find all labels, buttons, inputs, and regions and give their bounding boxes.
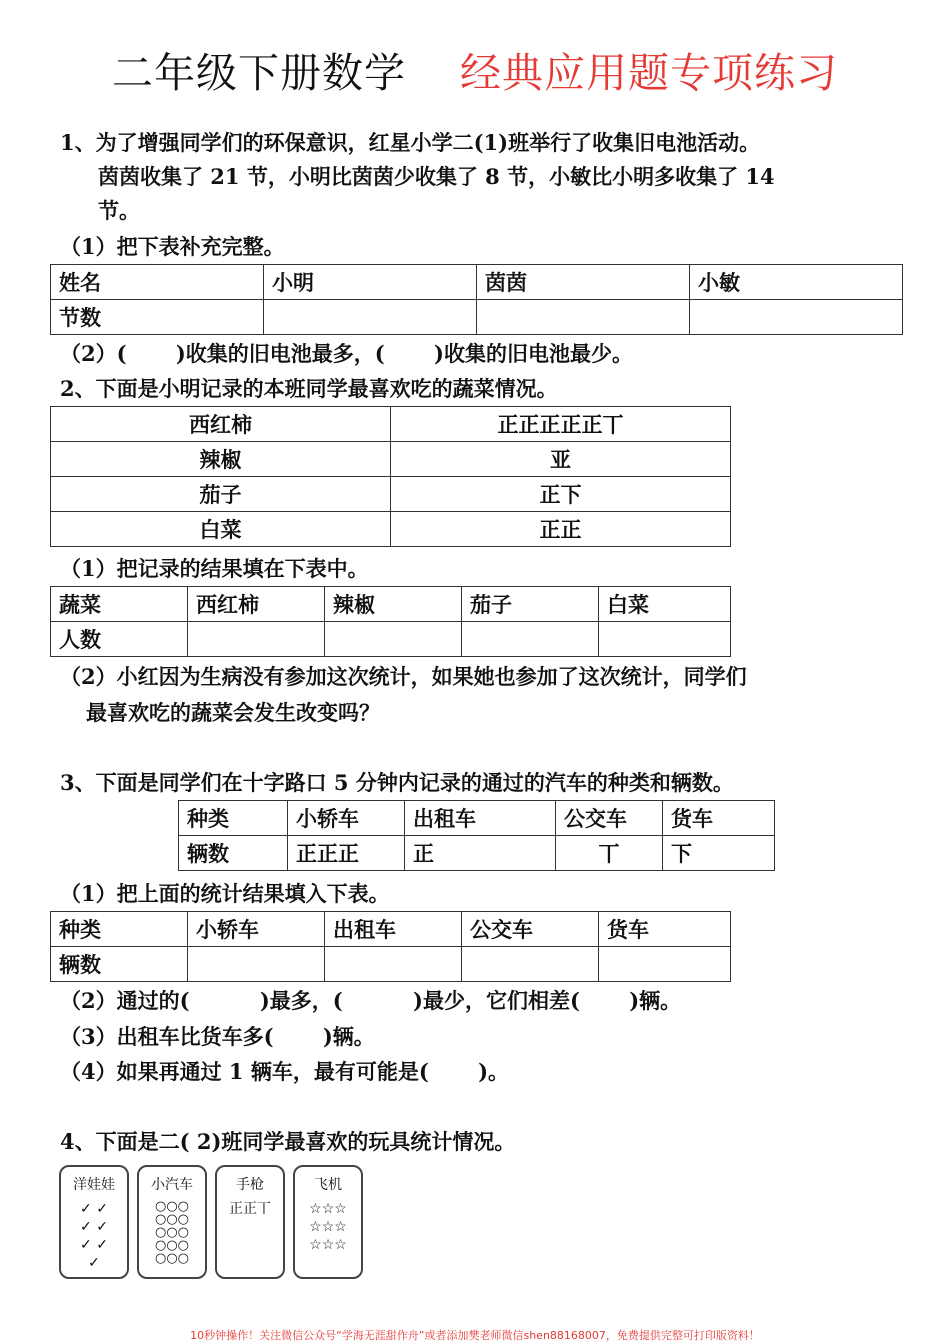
q2-sub2b: 最喜欢吃的蔬菜会发生改变吗？ <box>86 700 380 725</box>
q2-header-cell: 辣椒 <box>325 587 462 622</box>
q3-header-cell: 货车 <box>599 912 731 947</box>
tally-marks: 正正 <box>391 512 731 547</box>
toy-card-plane <box>293 1165 363 1279</box>
tally-marks: 亚 <box>391 442 731 477</box>
q3-answer-table <box>50 911 731 982</box>
q3-tally-header: 货车 <box>663 801 775 836</box>
veg-name: 辣椒 <box>51 442 391 477</box>
toy-mark-row: ○○○ <box>154 1251 190 1266</box>
toy-mark-row: ☆☆☆ <box>309 1201 347 1217</box>
q3-tally-label: 辆数 <box>179 836 288 871</box>
footer-notice: 10秒钟操作！关注微信公众号“学海无涯甜作舟”或者添加樊老师微信shen88168007，免费提供完整可打印版资料！ <box>190 1329 760 1342</box>
q3-sub1: （1）把上面的统计结果填入下表。 <box>60 881 390 906</box>
q1-header-cell: 小敏 <box>690 265 903 300</box>
answer-cell[interactable] <box>462 947 599 982</box>
q1-header-cell: 小明 <box>264 265 477 300</box>
q3-tally-header: 种类 <box>179 801 288 836</box>
q3-header-cell: 种类 <box>51 912 188 947</box>
q3-tally-header: 公交车 <box>556 801 663 836</box>
q1-sub1: （1）把下表补充完整。 <box>60 234 285 259</box>
answer-cell[interactable] <box>188 947 325 982</box>
toy-label: 飞机 <box>314 1177 342 1193</box>
toy-mark-row: ✓ <box>88 1255 100 1271</box>
q3-tally-header: 小轿车 <box>288 801 405 836</box>
tally-marks: 正正正正正丅 <box>391 407 731 442</box>
q2-row-label: 人数 <box>51 622 188 657</box>
q3-sub3: （3）出租车比货车多( )辆。 <box>60 1024 375 1049</box>
toy-label: 小汽车 <box>151 1177 193 1193</box>
q3-tally-table <box>178 800 775 871</box>
q3-header-cell: 出租车 <box>325 912 462 947</box>
tally-marks: 正下 <box>391 477 731 512</box>
answer-cell[interactable] <box>264 300 477 335</box>
toy-mark-row: ○○○ <box>154 1238 190 1253</box>
q3-sub4: （4）如果再通过 1 辆车，最有可能是( )。 <box>60 1059 510 1084</box>
tally-marks: 正 <box>405 836 556 871</box>
q4-line1: 4、下面是二( 2)班同学最喜欢的玩具统计情况。 <box>60 1129 516 1154</box>
q1-line3: 节。 <box>98 198 140 223</box>
toy-mark-row: 正正丅 <box>229 1201 271 1217</box>
toy-card-gun <box>215 1165 285 1279</box>
q3-header-cell: 小轿车 <box>188 912 325 947</box>
q3-line1: 3、下面是同学们在十字路口 5 分钟内记录的通过的汽车的种类和辆数。 <box>60 770 734 795</box>
q2-header-cell: 西红柿 <box>188 587 325 622</box>
q2-sub2a: （2）小红因为生病没有参加这次统计，如果她也参加了这次统计，同学们 <box>60 664 747 689</box>
q2-header-cell: 白菜 <box>599 587 731 622</box>
q3-tally-header: 出租车 <box>405 801 556 836</box>
answer-cell[interactable] <box>599 947 731 982</box>
toy-card-car <box>137 1165 207 1279</box>
veg-name: 白菜 <box>51 512 391 547</box>
title-topic: 经典应用题专项练习 <box>460 49 839 97</box>
tally-marks: 下 <box>663 836 775 871</box>
q2-header-cell: 蔬菜 <box>51 587 188 622</box>
toy-mark-row: ✓ ✓ <box>80 1237 108 1253</box>
q2-tally-table <box>50 406 731 547</box>
q3-sub2: （2）通过的( )最多，( )最少，它们相差( )辆。 <box>60 988 682 1013</box>
veg-name: 西红柿 <box>51 407 391 442</box>
q2-answer-table <box>50 586 731 657</box>
q2-sub1: （1）把记录的结果填在下表中。 <box>60 556 369 581</box>
q1-header-cell: 茵茵 <box>477 265 690 300</box>
q1-header-cell: 姓名 <box>51 265 264 300</box>
q3-header-cell: 公交车 <box>462 912 599 947</box>
answer-cell[interactable] <box>477 300 690 335</box>
q1-table <box>50 264 903 335</box>
tally-marks: 丅 <box>556 836 663 871</box>
toy-mark-row: ✓ ✓ <box>80 1219 108 1235</box>
toy-mark-row: ○○○ <box>154 1212 190 1227</box>
page-title <box>0 40 950 99</box>
q1-line2: 茵茵收集了 21 节，小明比茵茵少收集了 8 节，小敏比小明多收集了 14 <box>98 164 775 189</box>
q1-row-label: 节数 <box>51 300 264 335</box>
toy-label: 手枪 <box>236 1177 264 1193</box>
toy-label: 洋娃娃 <box>73 1177 115 1193</box>
q2-line1: 2、下面是小明记录的本班同学最喜欢吃的蔬菜情况。 <box>60 376 558 401</box>
toy-card-doll <box>59 1165 129 1279</box>
q1-line1: 1、为了增强同学们的环保意识，红星小学二(1)班举行了收集旧电池活动。 <box>60 130 761 155</box>
tally-marks: 正正正 <box>288 836 405 871</box>
q1-sub2: （2）( )收集的旧电池最多，( )收集的旧电池最少。 <box>60 341 633 366</box>
toy-mark-row: ☆☆☆ <box>309 1237 347 1253</box>
answer-cell[interactable] <box>188 622 325 657</box>
toy-mark-row: ✓ ✓ <box>80 1201 108 1217</box>
q3-row-label: 辆数 <box>51 947 188 982</box>
answer-cell[interactable] <box>325 947 462 982</box>
title-grade: 二年级下册数学 <box>111 49 406 97</box>
toy-mark-row: ○○○ <box>154 1225 190 1240</box>
toy-mark-row: ○○○ <box>154 1199 190 1214</box>
answer-cell[interactable] <box>462 622 599 657</box>
answer-cell[interactable] <box>325 622 462 657</box>
answer-cell[interactable] <box>599 622 731 657</box>
q2-header-cell: 茄子 <box>462 587 599 622</box>
toy-mark-row: ☆☆☆ <box>309 1219 347 1235</box>
veg-name: 茄子 <box>51 477 391 512</box>
answer-cell[interactable] <box>690 300 903 335</box>
